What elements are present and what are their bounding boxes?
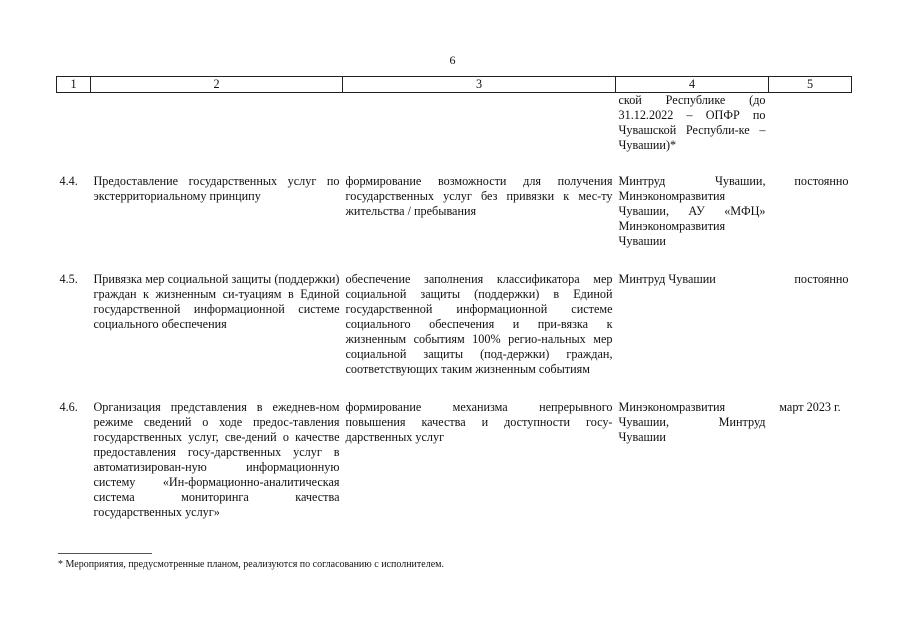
measure-cell: Привязка мер социальной защиты (поддержки) граждан к жизненным си-туациям в Единой государственной информационной системе социального обеспечения [93, 272, 340, 331]
deadline-cell [769, 93, 852, 175]
table-row-continuation [57, 93, 852, 175]
column-header-5: 5 [769, 77, 852, 93]
executor-cell: Минэкономразвития Чувашии, Минтруд Чувашии [618, 400, 766, 444]
table-row [57, 400, 852, 543]
measure-cell: Организация представления в ежеднев-ном режиме сведений о ходе предос-тавления государственных услуг, све-дений о качестве предоставления госу-дарственных услуг в автоматизирован-ную информационную систему «Ин-формационно-аналитическая система мониторинга качества государственных услуг» [93, 400, 340, 519]
result-cell: формирование механизма непрерывного повышения качества и доступности госу-дарственных услуг [345, 400, 613, 444]
plan-table [56, 76, 852, 543]
table-header-row [57, 77, 852, 93]
executor-cell: ской Республике (до 31.12.2022 – ОПФР по Чувашской Республи-ке – Чувашии)* [618, 93, 766, 152]
executor-cell: Минтруд Чувашии, Минэкономразвития Чувашии, АУ «МФЦ» Минэкономразвития Чувашии [618, 174, 766, 248]
deadline-cell: март 2023 г. [779, 400, 841, 414]
measure-cell [91, 93, 343, 175]
result-cell: формирование возможности для получения государственных услуг без привязки к мес-ту жительства / пребывания [345, 174, 613, 218]
result-cell [343, 93, 616, 175]
column-header-3: 3 [343, 77, 616, 93]
column-header-2: 2 [91, 77, 343, 93]
result-cell: обеспечение заполнения классификатора мер социальной защиты (поддержки) в Единой государственной информационной системе социального обеспечения и при-вязка к жизненным событиям 100% регио-нальных мер социальной защиты (под-держки) граждан, соответствующих таким жизненным событиям [345, 272, 613, 376]
table-row [57, 174, 852, 272]
column-header-4: 4 [616, 77, 769, 93]
measure-cell: Предоставление государственных услуг по экстерриториальному принципу [93, 174, 340, 203]
table-row [57, 272, 852, 400]
executor-cell: Минтруд Чувашии [618, 272, 716, 286]
footnote-divider [58, 553, 152, 554]
item-number [57, 93, 91, 175]
footnote: * Мероприятия, предусмотренные планом, реализуются по согласованию с исполнителем. [58, 559, 444, 570]
item-number: 4.5. [59, 272, 78, 286]
item-number: 4.4. [59, 174, 78, 188]
column-header-1: 1 [57, 77, 91, 93]
page-number: 6 [449, 53, 456, 67]
deadline-cell: постоянно [794, 174, 849, 188]
item-number: 4.6. [59, 400, 78, 414]
deadline-cell: постоянно [794, 272, 849, 286]
